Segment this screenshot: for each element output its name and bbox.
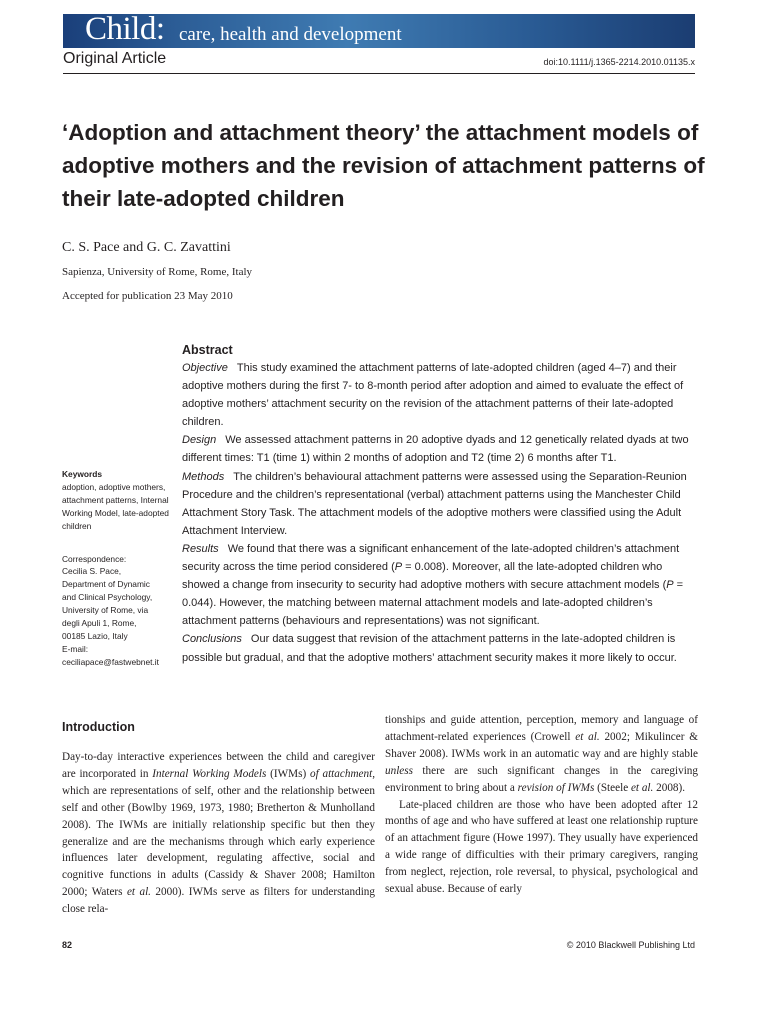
body-text-italic: et al. <box>126 886 151 899</box>
body-text: (IWMs) <box>266 767 310 780</box>
objective-text: This study examined the attachment patterns of late-adopted children (aged 4–7) and their adoptive mothers during the first 7- to 8-month period after adoption and aimed to evaluate the effect of adoptive mothers’ attachment security on the revision of the attachment patterns of their late-adopted children. <box>182 362 684 429</box>
conclusions-label: Conclusions <box>182 633 242 646</box>
body-text: , which are representations of self, other and the relationship between self and other (Bowlby 1969, 1973, 1980; Bretherton & Munholland 2008). The IWMs are initially relationship specific but then they generalize and are the mechanisms through which early experience influences later development, regulating affective, social and cognitive functions in adults (Cassidy & Shaver 2008; Hamilton 2000; Waters <box>62 767 375 899</box>
body-text: there are such significant changes in the caregiving environment to bring about a <box>385 764 698 794</box>
correspondence-line: E-mail: <box>62 643 89 654</box>
authors: C. S. Pace and G. C. Zavattini <box>62 240 231 255</box>
sidebar <box>62 468 172 669</box>
body-text-italic: Internal Working Models <box>152 767 267 780</box>
abstract-heading: Abstract <box>182 343 233 357</box>
methods-label: Methods <box>182 470 225 483</box>
journal-name: Child: <box>85 14 165 47</box>
intro-paragraph <box>62 749 375 918</box>
doi-link[interactable]: doi:10.1111/j.1365-2214.2010.01135.x <box>543 57 695 67</box>
body-text-italic: unless <box>385 764 413 777</box>
body-text: (Steele <box>594 781 631 794</box>
keywords: adoption, adoptive mothers, attachment patterns, Internal Working Model, late-adopted children <box>62 481 169 531</box>
journal-banner <box>63 14 695 48</box>
journal-subtitle: care, health and development <box>179 24 402 45</box>
design-text: We assessed attachment patterns in 20 adoptive dyads and 12 genetically related dyads at two different times: T1 (time 1) within 2 months of adoption and T2 (time 2) 6 months after T1. <box>182 434 689 465</box>
body-column-left <box>62 712 375 918</box>
objective-label: Objective <box>182 362 228 374</box>
correspondence-line: degli Apuli 1, Rome, <box>62 618 137 629</box>
keywords-heading: Keywords <box>62 469 103 479</box>
copyright: © 2010 Blackwell Publishing Ltd <box>566 940 695 950</box>
body-text: tionships and guide attention, perception, memory and language of attachment-related experiences (Crowell <box>385 714 698 743</box>
body-text: Day-to-day interactive experiences between the child and caregiver are incorporated in <box>62 751 375 780</box>
header-divider <box>63 73 695 74</box>
abstract <box>182 341 702 667</box>
article-type: Original Article <box>63 50 167 67</box>
correspondence-line: Department of Dynamic <box>62 579 150 590</box>
results-text-2: = 0.008). Moreover, all the late-adopted children who showed a change from insecurity to security had adoptive mothers with secure attachment models ( <box>182 561 667 592</box>
abstract-conclusions <box>182 630 702 666</box>
abstract-objective <box>182 359 702 431</box>
body-text: 2000). IWMs serve as filters for understanding close rela- <box>62 886 375 916</box>
p-value-symbol: P <box>666 579 674 592</box>
conclusions-text: Our data suggest that revision of the attachment patterns in the late-adopted children is possible but gradual, and that the adoptive mothers’ attachment security makes it more likely to occur. <box>182 633 677 664</box>
correspondence-line: Cecilia S. Pace, <box>62 566 122 577</box>
correspondence-email[interactable]: ceciliapace@fastwebnet.it <box>62 656 159 667</box>
results-label: Results <box>182 542 219 555</box>
correspondence-line: University of Rome, via <box>62 605 149 616</box>
late-placed-paragraph: Late-placed children are those who have been adopted after 12 months of age and who have suffered at least one relationship rupture of an attachment figure (Howe 1997). They usually have experienced a wide range of difficulties with their primary caregivers, ranging from neglect, rejection, role reversal, to physical, psychological and sexual abuse. Because of early <box>385 798 698 896</box>
correspondence-line: 00185 Lazio, Italy <box>62 630 128 641</box>
correspondence-line: and Clinical Psychology, <box>62 592 153 603</box>
body-text-italic: et al. <box>575 730 600 743</box>
correspondence <box>62 553 172 669</box>
page-number: 82 <box>62 940 73 950</box>
abstract-results <box>182 540 702 630</box>
body-text: 2008). <box>653 781 686 794</box>
results-text-3: = 0.044). However, the matching between maternal attachment models and late-adopted children’s attachment patterns (behaviours and representations) was not significant. <box>182 579 684 628</box>
body-text-italic: et al. <box>630 781 654 794</box>
design-label: Design <box>182 434 217 447</box>
body-text: 2002; Mikulincer & Shaver 2008). IWMs work in an automatic way and are highly stable <box>385 730 698 760</box>
results-text-1: We found that there was a significant enhancement of the late-adopted children’s attachment security across the time period considered ( <box>182 542 680 574</box>
abstract-methods <box>182 468 702 540</box>
article-title: ‘Adoption and attachment theory’ the attachment models of adoptive mothers and the revision of attachment patterns of their late-adopted children <box>62 120 705 211</box>
introduction-heading: Introduction <box>62 720 135 734</box>
p-value-symbol: P <box>394 561 403 574</box>
body-column-right <box>385 712 698 898</box>
correspondence-line: Correspondence: <box>62 553 127 564</box>
abstract-design <box>182 431 702 467</box>
intro-paragraph-cont <box>385 712 698 797</box>
accepted-date: Accepted for publication 23 May 2010 <box>62 290 233 302</box>
methods-text: The children’s behavioural attachment patterns were assessed using the Separation-Reunion Procedure and the children’s representational (verbal) attachment patterns using the Manchester Child Attachment Story Task. The attachment models of the adoptive mothers were classified using the Adult Attachment Interview. <box>182 470 687 537</box>
body-text-italic: of attachment <box>309 767 373 780</box>
affiliation: Sapienza, University of Rome, Rome, Italy <box>62 266 253 278</box>
body-text-italic: revision of IWMs <box>517 781 595 794</box>
